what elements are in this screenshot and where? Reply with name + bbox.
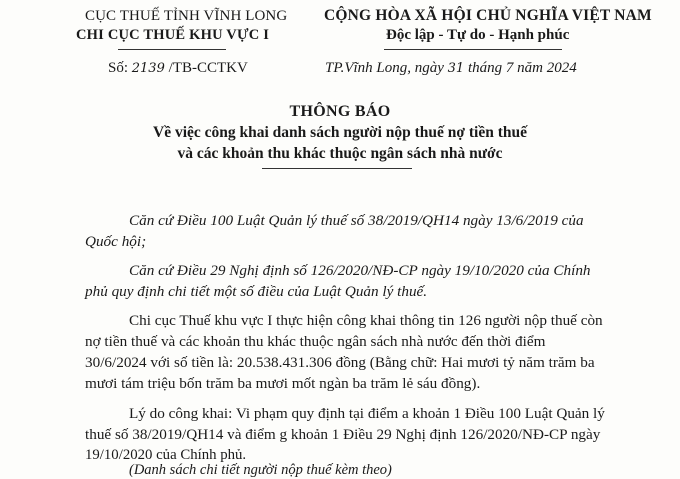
- legal-basis-1-line-1: Căn cứ Điều 100 Luật Quản lý thuế số 38/2019/QH14 ngày 13/6/2019 của: [129, 212, 584, 229]
- nation-motto: Độc lập - Tự do - Hạnh phúc: [386, 27, 570, 43]
- agency-child-name: CHI CỤC THUẾ KHU VỰC I: [76, 27, 270, 43]
- paragraph-1-line-4: mươi tám triệu bốn trăm ba mươi mốt ngàn ba trăm lẻ sáu đồng).: [85, 375, 481, 392]
- legal-basis-2-line-1: Căn cứ Điều 29 Nghị định số 126/2020/NĐ-CP ngày 19/10/2020 của Chính: [129, 262, 591, 279]
- agency-parent-name: CỤC THUẾ TỈNH VĨNH LONG: [85, 8, 288, 24]
- place-date-day: 31: [447, 61, 465, 76]
- document-subject-line-2: và các khoản thu khác thuộc ngân sách nhà nước: [177, 145, 503, 162]
- title-underline: [262, 168, 412, 169]
- place-date-suffix: tháng 7 năm 2024: [467, 60, 577, 76]
- place-date-prefix: TP.Vĩnh Long, ngày: [325, 60, 444, 76]
- doc-number-handwritten: 2139: [131, 61, 165, 76]
- attachment-note: (Danh sách chi tiết người nộp thuế kèm theo): [129, 462, 392, 478]
- legal-basis-1-line-2: Quốc hội;: [85, 233, 147, 250]
- nation-name: CỘNG HÒA XÃ HỘI CHỦ NGHĨA VIỆT NAM: [324, 7, 652, 24]
- document-number: [108, 60, 248, 77]
- paragraph-1-line-3: 30/6/2024 với số tiền là: 20.538.431.306 đồng (Bằng chữ: Hai mươi tỷ năm trăm ba: [85, 354, 595, 371]
- motto-underline: [384, 49, 562, 50]
- doc-number-suffix: /TB-CCTKV: [168, 60, 248, 76]
- agency-underline: [118, 49, 226, 50]
- document-subject-line-1: Về việc công khai danh sách người nộp thuế nợ tiền thuế: [153, 124, 527, 141]
- paragraph-2-line-3: 19/10/2020 của Chính phủ.: [85, 447, 247, 463]
- doc-number-prefix: Số:: [108, 60, 129, 76]
- legal-basis-2-line-2: phủ quy định chi tiết một số điều của Luật Quản lý thuế.: [85, 283, 428, 300]
- paragraph-1-line-2: nợ tiền thuế và các khoản thu khác thuộc ngân sách nhà nước đến thời điểm: [85, 333, 546, 350]
- paragraph-1-line-1: Chi cục Thuế khu vực I thực hiện công khai thông tin 126 người nộp thuế còn: [129, 312, 603, 329]
- place-and-date: [325, 60, 577, 77]
- paragraph-2-line-1: Lý do công khai: Vi phạm quy định tại điểm a khoản 1 Điều 100 Luật Quản lý: [129, 405, 605, 422]
- document-type-title: THÔNG BÁO: [289, 103, 391, 120]
- paragraph-2-line-2: thuế số 38/2019/QH14 và điểm g khoản 1 Điều 29 Nghị định 126/2020/NĐ-CP ngày: [85, 426, 601, 443]
